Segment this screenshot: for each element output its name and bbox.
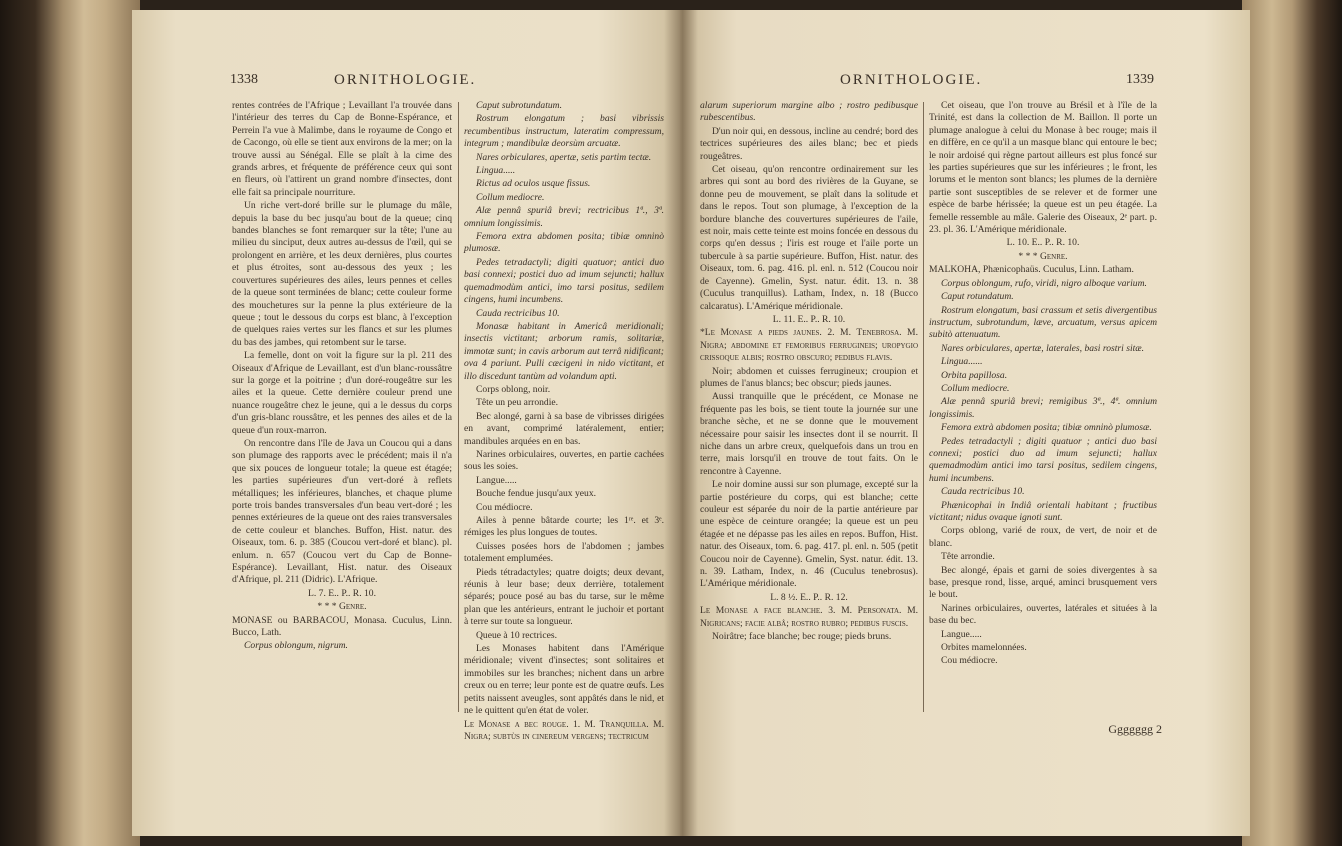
latin-line: Rostrum elongatum, basi crassum et setis divergentibus instructum, subrotundum, læve, arcuatum, versus apicem subitò attenuatum. [929,304,1157,341]
paragraph: Bec alongé, épais et garni de soies divergentes à sa base, presque rond, lisse, arqué, aminci brusquement vers le bout. [929,564,1157,601]
latin-line: Nares orbiculares, apertæ, laterales, basi rostri sitæ. [941,342,1145,354]
paragraph: Bec alongé, garni à sa base de vibrisses dirigées en avant, comprimé latéralement, entier; mandibules arquées en en bas. [464,410,664,447]
measurement-line: L. 11. E.. P.. R. 10. [772,313,846,325]
latin-line: Pedes tetradactyli; digiti quatuor; antici duo basi connexi; postici duo ad imum sejuncti; hallux quemadmodùm antici, imo tarsi positus, sedilem cingens, humi incumbens. [464,256,664,306]
paragraph: Queue à 10 rectrices. [476,629,557,641]
paragraph: Orbites mamelonnées. [941,642,1027,654]
paragraph: Les Monases habitent dans l'Amérique méridionale; vivent d'insectes; sont solitaires et immobiles sur les branches; nichent dans un arbre creux ou en terre; leur ponte est de quatre œufs. Les petits naissent aveugles, sont appâtés dans le nid, et ne le quittent qu'en état de voler. [464,643,664,717]
latin-line: Corpus oblongum, rufo, viridi, nigro alboque varium. [941,277,1147,289]
book-edge-right [1242,0,1342,846]
paragraph: Le noir domine aussi sur son plumage, excepté sur la partie postérieure du corps, qui est blanche; cette couleur est séparée du noir de la partie antérieure par une espèce de ceinture orangée; la queue est un peu étagée et ne dépasse pas les ailes en repos. Buffon, Hist. natur. des Oiseaux, tom. 6. pag. 417. pl. enl. n. 505 (petit Coucou noir de Cayenne). Gmelin, Syst. natur. édit. 13. n. 39. Latham, Index, n. 46 (Cuculus tenebrosus). L'Amérique méridionale. [700,479,918,590]
paragraph: Noirâtre; face blanche; bec rouge; pieds bruns. [712,631,892,643]
right-column-1 [700,100,918,644]
latin-line: Cauda rectricibus 10. [476,307,560,319]
genus-heading: * * * Genre. [317,601,367,613]
paragraph: Cou médiocre. [476,501,533,513]
signature-mark: Ggggggg 2 [1108,722,1162,736]
paragraph: Langue..... [476,474,517,486]
paragraph: Langue..... [941,628,982,640]
latin-line: Lingua..... [476,165,516,177]
genus-name: MALKOHA, Phænicophaüs. Cuculus, Linn. Latham. [929,264,1134,276]
left-page [132,10,680,836]
paragraph: Narines orbiculaires, ouvertes, en partie cachées sous les soies. [464,448,664,473]
latin-line: Caput subrotundatum. [476,100,562,111]
paragraph: Tête arrondie. [941,551,995,563]
column-rule [458,102,459,712]
latin-line: Femora extrà abdomen posita; tibiæ omninò plumosæ. [941,422,1152,434]
species-heading: Le Monase a face blanche. 3. M. Personata. M. Nigricans; facie albâ; rostro rubro; pedibus fuscis. [700,605,918,629]
latin-line: Collum mediocre. [476,191,545,203]
paragraph: Corps oblong, varié de roux, de vert, de noir et de blanc. [929,525,1157,549]
latin-line: Orbita papillosa. [941,369,1008,381]
paragraph: Cet oiseau, que l'on trouve au Brésil et à l'île de la Trinité, est dans la collection de M. Baillon. Il porte un plumage analogue à celui du Monase à bec rouge; mais il en diffère, en ce qu'il a un masque blanc qui entoure le bec; le noir ardoisé qui règne partout ailleurs est plus foncé sur les parties supérieures que sur les inférieures ; le front, les lorums et le menton sont blancs; les plumes de la dernière partie sont susceptibles de se relever et de former une espèce de barbe hérissée; la queue est un peu étagée. La femelle ressemble au mâle. Galerie des Oiseaux, 2ᵉ part. p. 23. pl. 36. L'Amérique méridionale. [929,100,1157,236]
paragraph: Bouche fendue jusqu'aux yeux. [476,488,597,500]
latin-line: Cauda rectricibus 10. [941,486,1025,498]
left-column-1 [232,100,452,654]
paragraph: Cuisses posées hors de l'abdomen ; jambes totalement emplumées. [464,540,664,565]
paragraph: Corps oblong, noir. [476,383,551,395]
paragraph: Aussi tranquille que le précédent, ce Monase ne fréquente pas les bois, se tient toute la journée sur une branche sèche, et ne se donne que le mouvement nécessaire pour saisir les insectes dont il se nourrit. Il niche dans un arbre creux, quelquefois dans un trou en terre, mais lorsqu'il en trouve de tout faits. On le rencontre à Cayenne. [700,391,918,477]
page-number-right: 1339 [1126,72,1154,87]
paragraph: Ailes à penne bâtarde courte; les 1ʳᵉ. et 3ᵉ. rémiges les plus longues de toutes. [464,515,664,539]
paragraph: Tête un peu arrondie. [476,397,559,409]
paragraph: Cou médiocre. [941,655,998,667]
right-column-2 [929,100,1157,669]
paragraph: Un riche vert-doré brille sur le plumage du mâle, depuis la base du bec jusqu'au bout de la queue; cinq bandes blanches se font remarquer sur la tête; l'une au milieu du sinciput, deux autres au-dessus de l'œil, qui se prolongent en arrière, et les deux dernières, plus courtes et plus étroites, sont au-dessous des yeux ; les couvertures supérieures des ailes, leurs pennes et celles de la queue sont terminées de blanc; cette couleur forme des mouchetures sur la penne la plus extérieure de la queue ; tout le dessous du corps est blanc, à l'exception de quelques raies vertes sur les flancs et sur les plumes du bas des jambes, qui retombent sur le tarse. [232,200,452,348]
genus-name: MONASE ou BARBACOU, Monasa. Cuculus, Linn. Bucco, Lath. [232,614,452,639]
latin-line: Monasæ habitant in Americâ meridionali; insectis victitant; arborum ramis, solitariæ, immotæ sunt; in cavis arborum aut terrâ nidificant; ova 4 pariunt. Pulli cæcigeni in nido victitant, et illo discedunt tantùm ad volandum apti. [464,320,664,382]
latin-line: Phænicophai in Indiâ orientali habitant ; fructibus victitant; nidus ovaque ignoti sunt. [929,499,1157,523]
left-column-2 [464,100,664,744]
paragraph: Cet oiseau, qu'on rencontre ordinairement sur les arbres qui sont au bord des rivières de la Guyane, se donne peu de mouvement, se plaît dans la solitude et dans le repos. Tout son plumage, à l'exception de la bordure blanche des couvertures supérieures de l'aile, est noir, mais cette teinte est moins foncée en dessous du corps qu'en dessus ; l'iris est rouge et l'aile porte un tubercule à sa partie supérieure. Buffon, Hist. natur. des Oiseaux, tom. 6. pag. 416. pl. enl. n. 512 (Coucou noir de Cayenne). Gmelin, Syst. natur. édit. 13. n. 38 (Cuculus tranquillus). Latham, Index, n. 18 (Bucco calcaratus). L'Amérique méridionale. [700,164,918,312]
paragraph: Pieds tétradactyles; quatre doigts; deux devant, réunis à leur base; deux derrière, totalement séparés; pouce posé au bas du tarse, sur le même plan que les antérieurs, entrant le juchoir et portant à terre sur toute sa longueur. [464,566,664,628]
paragraph: rentes contrées de l'Afrique ; Levaillant l'a trouvée dans l'intérieur des terres du Cap de Bonne-Espérance, et Perrein l'a vue à Malimbe, dans le royaume de Congo et de Cacongo, où elle se tient aux environs de la mer; on la trouve aussi au Sénégal. Elle se plaît à la cime des grands arbres, et fréquente de préférence ceux qui sont en fleurs, où l'attirent un grand nombre d'insectes, dont elle fait sa principale nourriture. [232,100,452,198]
measurement-line: L. 8 ½. E.. P.. R. 12. [770,591,848,603]
latin-line: alarum superiorum margine albo ; rostro pedibusque rubescentibus. [700,100,918,124]
latin-line: Pedes tetradactyli ; digiti quatuor ; antici duo basi connexi; postici duo ad imum sejuncti; hallux quemadmodùm antici imo tarsi positus, sedilem cingens, humi incumbens. [929,435,1157,484]
latin-line: Lingua...... [941,356,983,368]
latin-line: Nares orbiculares, apertæ, setis partim tectæ. [476,151,652,163]
species-heading: *Le Monase a pieds jaunes. 2. M. Tenebrosa. M. Nigra; abdomine et femoribus ferrugineis; uropygio crissoque albis; rostro obscuro; pedibus flavis. [700,327,918,364]
paragraph: Narines orbiculaires, ouvertes, latérales et situées à la base du bec. [929,602,1157,627]
running-header-right: ORNITHOLOGIE. [840,72,983,88]
latin-line: Alæ pennâ spuriâ brevi; rectricibus 1ª., 3ª. omnium longissimis. [464,205,664,229]
measurement-line: L. 10. E.. P.. R. 10. [1006,237,1080,249]
latin-line: Rostrum elongatum ; basi vibrissis recumbentibus instructum, lateratim compressum, integrum ; mandibulæ deorsùm arcuatæ. [464,113,664,150]
latin-line: Caput rotundatum. [941,291,1014,303]
book-gutter [664,10,698,836]
paragraph: D'un noir qui, en dessous, incline au cendré; bord des tectrices supérieures des ailes blanc; bec et pieds rougeâtres. [700,125,918,162]
paragraph: La femelle, dont on voit la figure sur la pl. 211 des Oiseaux d'Afrique de Levaillant, est d'un blanc-roussâtre sur la gorge et la poitrine ; d'un doré-rougeâtre sur les ailes et la queue. Cette dernière couleur prend une nuance rougeâtre chez le jeune, qui a le dessus du corps d'un gris-blanc roussâtre, et les pennes des ailes et de la queue d'un roux-marron. [232,350,452,436]
genus-heading: * * * Genre. [1018,250,1068,262]
book-edge-left [0,0,140,846]
running-header-left: ORNITHOLOGIE. [334,72,477,88]
measurement-line: L. 7. E.. P.. R. 10. [308,587,376,599]
species-heading: Le Monase a bec rouge. 1. M. Tranquilla. M. Nigra; subtùs in cinereum vergens; tectricum [464,718,664,742]
column-rule [923,102,924,712]
paragraph: On rencontre dans l'île de Java un Coucou qui a dans son plumage des rapports avec le précédent; mais il n'a que six pouces de longueur totale; la queue est étagée; les parties supérieures d'un vert-doré à reflets métalliques; les inférieures, blanches, et chaque plume porte trois bandes transversales d'un beau vert-doré ; les pennes extérieures de la queue ont des raies transversales de cette couleur et blanches. Buffon, Hist. natur. des Oiseaux, tom. 6. p. 385 (Coucou vert-doré et blanc). pl. enlum. n. 657 (Coucou vert du Cap de Bonne-Espérance). Levaillant, Hist. natur. des Oiseaux d'Afrique, pl. 211 (Didric). L'Afrique. [232,437,452,586]
latin-line: Corpus oblongum, nigrum. [244,640,348,652]
right-page [680,10,1250,836]
latin-line: Rictus ad oculos usque fissus. [476,178,591,190]
latin-line: Collum mediocre. [941,382,1010,394]
page-number-left: 1338 [230,72,258,87]
latin-line: Alæ pennâ spuriâ brevi; remigibus 3ª., 4ª. omnium longissimis. [929,396,1157,420]
paragraph: Noir; abdomen et cuisses ferrugineux; croupion et plumes de l'anus blancs; bec obscur; pieds jaunes. [700,365,918,389]
latin-line: Femora extra abdomen posita; tibiæ omninò plumosæ. [464,231,664,255]
